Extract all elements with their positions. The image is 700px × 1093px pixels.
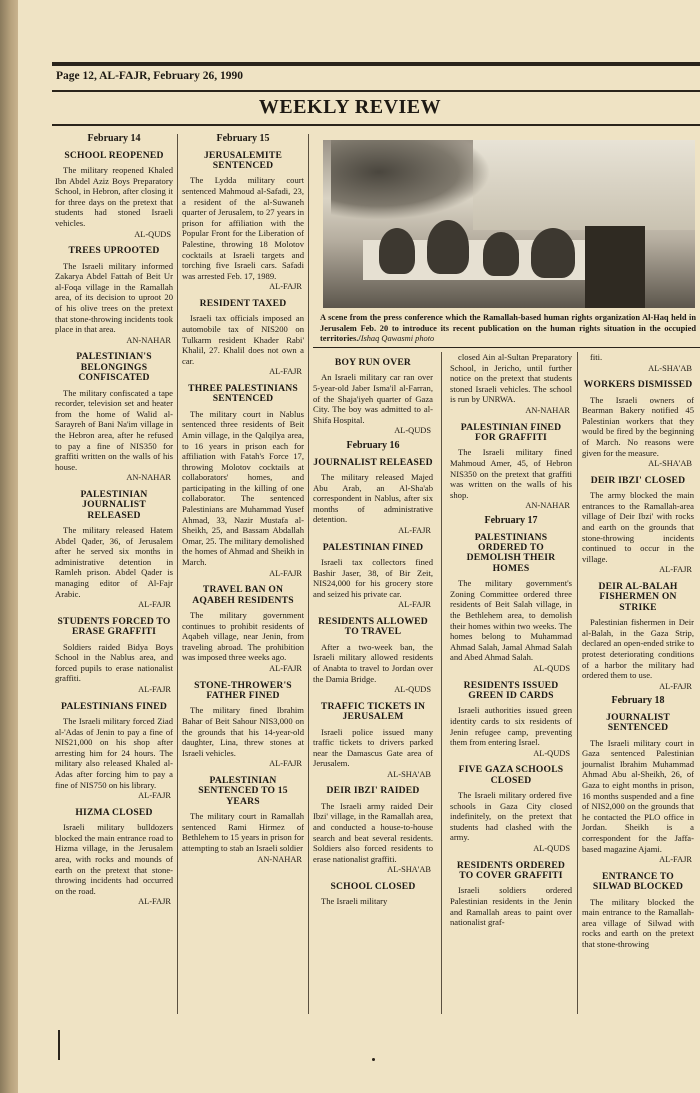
photo-wall [473, 140, 695, 230]
article-headline: RESIDENTS ORDERED TO COVER GRAFFITI [456, 859, 566, 882]
article-body: The military government's Zoning Committee ordered three residents of Beit Salah village, in the Bethlehem area, to demolish their homes within two weeks. The homes belong to Muhammad Ahmad Salah, Jamal Ahmad Salah and Abed Ahmad Salah. [450, 578, 572, 663]
source-credit: AL-SHA'AB [648, 459, 692, 469]
article-body: The military fined Ibrahim Bahar of Beit Sahour NIS3,000 on the grounds that his 14-year-old daughter, Lina, threw stones at Israeli vehicles. [182, 705, 304, 758]
column-1 [55, 134, 173, 912]
article-body: The military released Hatem Abdel Qader, 36, of Jerusalem after he served six months in administrative detention in Ramleh prison. Abdel Qader is managing editor of Al-Fajr Arabic. [55, 525, 173, 599]
source-credit: AN-NAHAR [525, 501, 570, 511]
article-body: The Israeli military fined Mahmoud Amer, 45, of Hebron NIS350 on the pretext that graffiti was written on the walls of his shop. [450, 447, 572, 500]
column-2 [182, 134, 304, 869]
article-body: Israeli tax officials imposed an automobile tax of NIS200 on Tulkarm resident Khader Rabi' Khalil, 27. Khalil does not own a car. [182, 313, 304, 366]
article-headline: BOY RUN OVER [334, 357, 412, 368]
date-heading: February 18 [611, 695, 665, 707]
binding-spine [0, 0, 18, 1093]
article-body: Israeli police issued many traffic tickets to drivers parked near the Damascus Gate area of Jerusalem. [313, 726, 433, 769]
article-headline: PALESTINIAN'S BELONGINGS CONFISCATED [76, 351, 152, 384]
date-heading: February 17 [484, 514, 538, 526]
source-credit: AL-SHA'AB [648, 363, 692, 373]
article-headline: DEIR IBZI' RAIDED [326, 785, 420, 797]
article-headline: JERUSALEMITE SENTENCED [203, 149, 283, 171]
article-body: The military confiscated a tape recorder, television set and heater from the home of Walid al-Sarayreh of Bani Na'im village in the Hebron area, after he refused to pay a fine of NIS350 for graffiti written on the walls of his house. [55, 387, 173, 472]
date-heading: February 15 [216, 133, 270, 144]
page-dot [372, 1058, 375, 1061]
photo-person [531, 228, 575, 278]
photo-person [379, 228, 415, 274]
article-headline: DEIR IBZI' CLOSED [590, 474, 686, 486]
column-divider [177, 134, 178, 1014]
article-body: Soldiers raided Bidya Boys School in the Nablus area, and forced pupils to erase nationalist graffiti. [55, 641, 173, 684]
photo-person [427, 220, 469, 274]
source-credit: AL-FAJR [398, 525, 431, 535]
article-body: The Israeli military court in Gaza sentenced Palestinian journalist Ibrahim Muhammad Ahmad Abu al-Sheikh, 26, of Gaza to eight months in prison, 16 months suspended and a fine of NIS2,000 on the grounds that he contacted the PLO office in Jordan. Sheikh is a correspondent for the Jaffa-based magazine Ajami. [582, 737, 694, 854]
article-headline: RESIDENTS ISSUED GREEN ID CARDS [463, 679, 559, 701]
column-3 [313, 352, 433, 907]
photo-tree [331, 140, 491, 220]
article-headline: WORKERS DISMISSED [583, 379, 693, 391]
article-headline: STONE-THROWER'S FATHER FINED [194, 679, 292, 701]
article-headline: TRAFFIC TICKETS IN JERUSALEM [320, 700, 426, 723]
source-credit: AL-SHA'AB [387, 865, 431, 875]
column-divider [308, 134, 309, 1014]
source-credit: AN-NAHAR [257, 854, 302, 864]
article-body: An Israeli military car ran over 5-year-old Jaber Isma'il al-Farran, of the Shaja'iyeh quarter of Gaza City. The boy was admitted to al-Shifa Hospital. [313, 372, 433, 425]
source-credit: AL-FAJR [138, 600, 171, 610]
header-rule-lower [52, 90, 700, 92]
article-body: The Israeli military ordered five schools in Gaza City closed indefinitely, on the pretext that students had clashed with the army. [450, 790, 572, 843]
source-credit: AN-NAHAR [126, 335, 171, 345]
article-body: The military court in Nablus sentenced three residents of Beit Amin village, in the Qalqilya area, to 16 years in prison each for affiliation with Fatah's Force 17, throwing Molotov cocktails at collaborators' homes, and participating in the killing of one collaborator. The sentenced Palestinians are Muhammad Yusef Ahmad, 33, Nazir Mustafa al-Sheikh, 25, and Bassam Abdallah Omar, 25. The military demolished the homes of Ahmad and Sheikh in March. [182, 408, 304, 568]
article-headline: ENTRANCE TO SILWAD BLOCKED [592, 870, 684, 893]
date-heading: February 16 [346, 439, 400, 451]
source-credit: AL-QUDS [533, 844, 570, 854]
article-body: Israeli authorities issued green identity cards to six residents of Jenin refugee camp, preventing them from entering Israel. [450, 705, 572, 748]
article-body: closed Ain al-Sultan Preparatory School, in Jericho, until further notice on the pretext that students stoned Israeli vehicles. The school is run by UNRWA. [450, 352, 572, 405]
article-headline: TREES UPROOTED [68, 245, 160, 257]
source-credit: AL-FAJR [659, 855, 692, 865]
press-conference-photo [323, 140, 695, 308]
source-credit: AL-FAJR [269, 759, 302, 769]
article-body: Israeli military bulldozers blocked the main entrance road to Hizma village, in the Jerusalem area, with rocks and mounds of earth on the pretext that stone-throwing incidents had occurred on the road. [55, 822, 173, 896]
article-body: Palestinian fishermen in Deir al-Balah, in the Gaza Strip, declared an open-ended strike to protest deteriorating conditions of a harbor the military had ordered them to use. [582, 617, 694, 681]
margin-mark [58, 1030, 60, 1060]
article-body: The military released Majed Abu Arab, an Al-Sha'ab correspondent in Nablus, after six months of administrative detention. [313, 471, 433, 525]
photo-podium [585, 226, 645, 308]
source-credit: AN-NAHAR [126, 473, 171, 483]
article-headline: STUDENTS FORCED TO ERASE GRAFFITI [57, 615, 171, 638]
caption-text: A scene from the press conference which the Ramallah-based human rights organization Al-Haq held in Jerusalem Feb. 20 to introduce its recent publication on the human rights situation in the occupied territories./ [320, 313, 696, 344]
article-body: fiti. [590, 352, 603, 362]
article-headline: HIZMA CLOSED [75, 806, 153, 818]
source-credit: AL-FAJR [138, 897, 171, 907]
caption-rule [313, 347, 700, 348]
source-credit: AL-FAJR [398, 600, 431, 610]
article-headline: RESIDENTS ALLOWED TO TRAVEL [318, 615, 428, 638]
article-headline: PALESTINIAN FINED FOR GRAFFITI [460, 421, 562, 443]
photo-credit: Ishaq Qawasmi photo [360, 334, 435, 344]
source-credit: AL-SHA'AB [387, 769, 431, 779]
column-divider [441, 352, 442, 1014]
section-title: WEEKLY REVIEW [258, 96, 442, 118]
photo-caption [320, 313, 696, 345]
source-credit: AL-FAJR [138, 791, 171, 801]
page-line: Page 12, AL-FAJR, February 26, 1990 [56, 70, 243, 82]
source-credit: AL-FAJR [269, 664, 302, 673]
column-4 [450, 352, 572, 928]
article-headline: RESIDENT TAXED [199, 297, 287, 309]
article-headline: JOURNALIST RELEASED [313, 456, 433, 468]
article-body: The Israeli military [321, 896, 388, 907]
source-credit: AL-QUDS [533, 663, 570, 673]
article-body: Israeli tax collectors fined Bashir Jaser, 38, of Bir Zeit, NIS24,000 for his grocery store and seized his private car. [313, 556, 433, 599]
source-credit: AN-NAHAR [525, 405, 570, 415]
article-body: The Israeli military forced Ziad al-'Adas of Jenin to pay a fine of NIS21,000 on his shop after arresting him for 24 hours. The military also released Khaled al-Adas after forcing him to pay a fine of NIS750 on his library. [55, 716, 173, 790]
source-credit: AL-FAJR [659, 565, 692, 575]
source-credit: AL-FAJR [269, 367, 302, 377]
article-body: After a two-week ban, the Israeli military allowed residents of Anabta to travel to Jordan over the Damia Bridge. [313, 641, 433, 684]
article-headline: PALESTINIAN JOURNALIST RELEASED [80, 488, 148, 521]
article-body: The military reopened Khaled Ibn Abdel Aziz Boys Preparatory School, in Hebron, after closing it for three days on the pretext that students had stoned Israeli vehicles. [55, 165, 173, 228]
article-headline: PALESTINIAN SENTENCED TO 15 YEARS [198, 774, 288, 807]
article-body: The Israeli army raided Deir Ibzi' village, in the Ramallah area, and conducted a house-to-house search and beat several residents. Soldiers also forced residents to erase nationalist graffiti. [313, 800, 433, 864]
article-headline: SCHOOL REOPENED [64, 149, 164, 161]
article-headline: SCHOOL CLOSED [330, 881, 416, 893]
article-headline: PALESTINIAN FINED [322, 541, 424, 553]
photo-person [483, 232, 519, 276]
article-headline: PALESTINIANS ORDERED TO DEMOLISH THEIR HOMES [466, 531, 556, 574]
article-headline: PALESTINIANS FINED [60, 700, 168, 712]
article-headline: DEIR AL-BALAH FISHERMEN ON STRIKE [598, 580, 678, 613]
article-body: The army blocked the main entrances to the Ramallah-area village of Deir Ibzi' with rocks and earth on the grounds that stone-throwing incidents continued to occur in the village. [582, 490, 694, 564]
source-credit: AL-QUDS [394, 426, 431, 436]
column-5 [582, 352, 694, 950]
header-rule [52, 62, 700, 66]
article-headline: THREE PALESTINIANS SENTENCED [188, 382, 298, 405]
article-body: The military government continues to prohibit residents of Aqabeh village, near Jenin, from traveling abroad. The prohibition was imposed three weeks ago. [182, 610, 304, 663]
date-heading: February 14 [87, 133, 141, 144]
source-credit: AL-FAJR [269, 282, 302, 292]
article-body: The Lydda military court sentenced Mahmoud al-Safadi, 23, a resident of the al-Suwaneh quarter of Jerusalem, to 27 years in prison for affiliation with the Popular Front for the Liberation of Palestine, throwing 18 Molotov cocktails at Israeli targets and torching five Israeli cars. Safadi was arrested Feb. 17, 1989. [182, 175, 304, 281]
article-body: The military blocked the main entrance to the Ramallah-area village of Silwad with rocks and earth on the pretext that stone-throwing [582, 896, 694, 949]
article-headline: JOURNALIST SENTENCED [606, 711, 670, 734]
source-credit: AL-FAJR [269, 568, 302, 578]
article-body: The military court in Ramallah sentenced Rami Hirmez of Bethlehem to 15 years in prison for attempting to stab an Israeli soldier [182, 811, 304, 853]
article-body: The Israeli military informed Zakarya Abdel Fattah of Beit Ur al-Foqa village in the Ramallah area, of its decision to uproot 20 of his olive trees on the pretext that stone-throwing incidents took place in that area. [55, 260, 173, 335]
article-body: Israeli soldiers ordered Palestinian residents in the Jenin and Ramallah areas to paint over nationalist graf- [450, 885, 572, 928]
source-credit: AL-FAJR [659, 681, 692, 691]
column-divider [577, 352, 578, 1014]
title-rule [52, 124, 700, 126]
source-credit: AL-QUDS [394, 685, 431, 695]
source-credit: AL-FAJR [138, 685, 171, 695]
article-headline: TRAVEL BAN ON AQABEH RESIDENTS [192, 584, 294, 606]
source-credit: AL-QUDS [134, 229, 171, 239]
source-credit: AL-QUDS [533, 748, 570, 758]
article-headline: FIVE GAZA SCHOOLS CLOSED [458, 764, 564, 786]
article-body: The Israeli owners of Bearman Bakery notified 45 Palestinian workers that they would be fired by the beginning of March. No reasons were given for the measure. [582, 394, 694, 458]
